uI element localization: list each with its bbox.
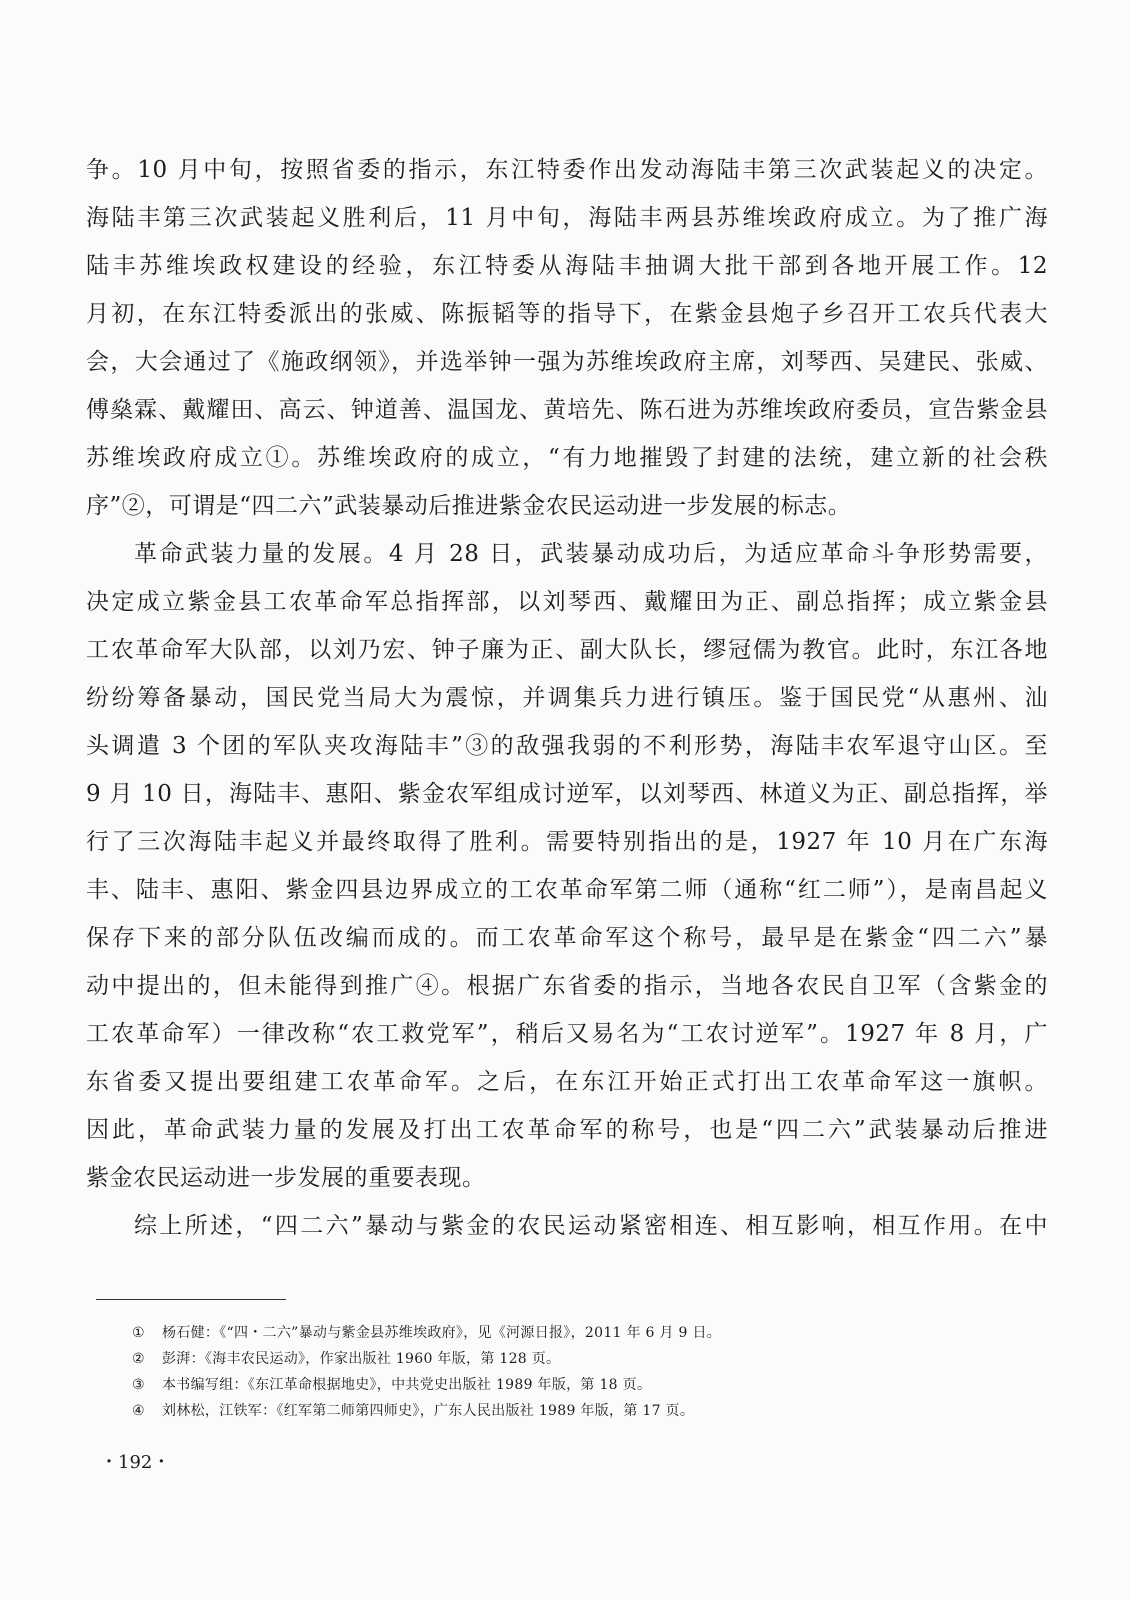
footnote-text: 刘林松，江铁军：《红军第二师第四师史》，广东人民出版社 1989 年版，第 17 页。 [162,1403,695,1419]
text-line: 傅燊霖、戴耀田、高云、钟道善、温国龙、黄培先、陈石进为苏维埃政府委员，宣告紫金县 [86,397,1048,423]
footnote [132,1320,1032,1346]
footnote-text: 杨石健：《“四・二六”暴动与紫金县苏维埃政府》，见《河源日报》，2011 年 6 月 9 日。 [162,1325,722,1341]
body-text [86,146,1048,1250]
footnote-mark: ④ [132,1403,145,1419]
footnote-mark: ② [132,1351,145,1367]
footnotes [132,1320,1032,1424]
text-line: 东省委又提出要组建工农革命军。之后，在东江开始正式打出工农革命军这一旗帜。 [86,1069,1048,1095]
text-line: 序”②，可谓是“四二六”武装暴动后推进紫金农民运动进一步发展的标志。 [86,493,852,519]
footnote-text: 本书编写组：《东江革命根据地史》，中共党史出版社 1989 年版，第 18 页。 [162,1377,652,1393]
text-line: 工农革命军大队部，以刘乃宏、钟子廉为正、副大队长，缪冠儒为教官。此时，东江各地 [86,637,1048,663]
text-line: 纷纷筹备暴动，国民党当局大为震惊，并调集兵力进行镇压。鉴于国民党“从惠州、汕 [86,685,1048,711]
text-line: 头调遣 3 个团的军队夹攻海陆丰”③的敌强我弱的不利形势，海陆丰农军退守山区。至 [86,733,1048,759]
footnote-mark: ① [132,1325,145,1341]
text-line: 保存下来的部分队伍改编而成的。而工农革命军这个称号，最早是在紫金“四二六”暴 [86,925,1048,951]
page-number: ・192・ [100,1452,171,1473]
text-line: 工农革命军）一律改称“农工救党军”，稍后又易名为“工农讨逆军”。1927 年 8 月，广 [86,1021,1048,1047]
text-line: 动中提出的，但未能得到推广④。根据广东省委的指示，当地各农民自卫军（含紫金的 [86,973,1048,999]
text-line: 9 月 10 日，海陆丰、惠阳、紫金农军组成讨逆军，以刘琴西、林道义为正、副总指挥，举 [86,781,1048,807]
footnote [132,1398,1032,1424]
text-line: 会，大会通过了《施政纲领》，并选举钟一强为苏维埃政府主席，刘琴西、吴建民、张威、 [86,349,1048,375]
text-line: 争。10 月中旬，按照省委的指示，东江特委作出发动海陆丰第三次武装起义的决定。 [86,157,1048,183]
footnote-separator [96,1299,286,1300]
footnote-text: 彭湃：《海丰农民运动》，作家出版社 1960 年版，第 128 页。 [162,1351,561,1367]
footnote-mark: ③ [132,1377,145,1393]
paragraph-first-line: 革命武装力量的发展。4 月 28 日，武装暴动成功后，为适应革命斗争形势需要， [134,541,1048,567]
text-line: 行了三次海陆丰起义并最终取得了胜利。需要特别指出的是，1927 年 10 月在广东海 [86,829,1048,855]
footnote [132,1346,1032,1372]
text-line: 月初，在东江特委派出的张威、陈振韬等的指导下，在紫金县炮子乡召开工农兵代表大 [86,301,1048,327]
footnote [132,1372,1032,1398]
text-line: 因此，革命武装力量的发展及打出工农革命军的称号，也是“四二六”武装暴动后推进 [86,1117,1048,1143]
paragraph-first-line: 综上所述，“四二六”暴动与紫金的农民运动紧密相连、相互影响，相互作用。在中 [134,1213,1048,1239]
text-line: 决定成立紫金县工农革命军总指挥部，以刘琴西、戴耀田为正、副总指挥；成立紫金县 [86,589,1048,615]
text-line: 丰、陆丰、惠阳、紫金四县边界成立的工农革命军第二师（通称“红二师”），是南昌起义 [86,877,1048,903]
text-line: 海陆丰第三次武装起义胜利后，11 月中旬，海陆丰两县苏维埃政府成立。为了推广海 [86,205,1048,231]
text-line: 苏维埃政府成立①。苏维埃政府的成立，“有力地摧毁了封建的法统，建立新的社会秩 [86,445,1048,471]
text-line: 陆丰苏维埃政权建设的经验，东江特委从海陆丰抽调大批干部到各地开展工作。12 [86,253,1048,279]
text-line: 紫金农民运动进一步发展的重要表现。 [86,1165,486,1191]
